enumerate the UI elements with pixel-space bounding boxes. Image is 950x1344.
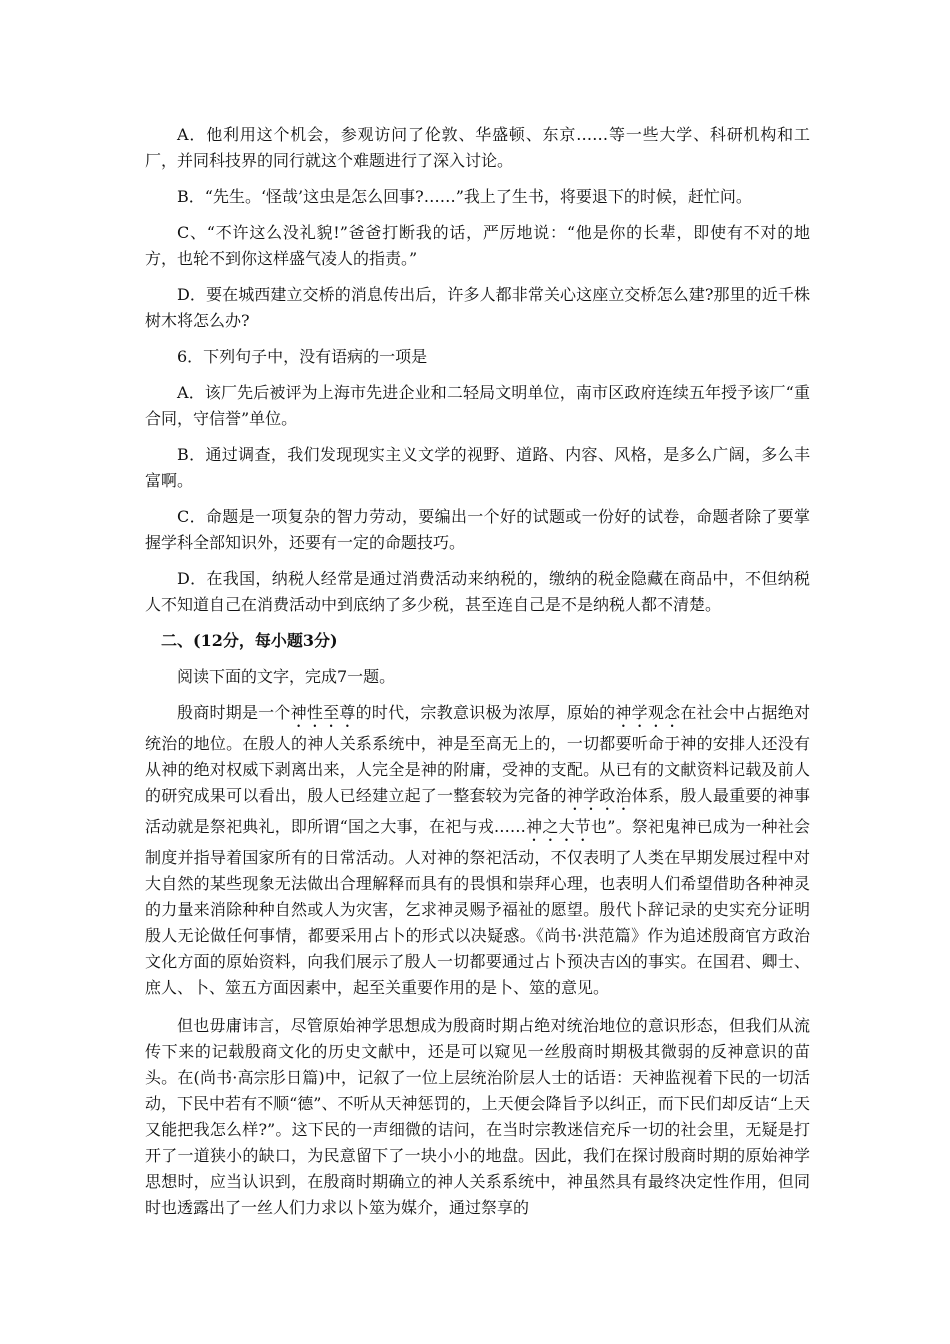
passage-text: 殷商时期是一个 [177,703,291,722]
q5-option-d: D．要在城西建立交桥的消息传出后，许多人都非常关心这座立交桥怎么建?那里的近千株树木将怎么办? [145,285,810,330]
section-2-heading: 二、(12分，每小题3分) [161,631,338,650]
reading-instruction: 阅读下面的文字，完成7一题。 [177,667,396,686]
passage-text: 在社会中占据绝对统治的地位。在殷人的神人关系系统中，神是至高无上的，一切都要听命于神的安排人还没有从神的绝对权威下剥离出来，人完全是神的附庸，受神的支配。从已有的文献资料记载及前人的研究成果可以看出，殷人已经建立起了一整套较为完备的 [145,703,810,805]
q5-option-a: A．他利用这个机会，参观访问了伦敦、华盛顿、东京……等一些大学、科研机构和工厂，并同科技界的同行就这个难题进行了深入讨论。 [145,125,810,170]
passage-text: 的时代，宗教意识极为浓厚，原始的 [355,703,616,722]
q5-option-c: C、“不许这么没礼貌!”爸爸打断我的话，严厉地说：“他是你的长辈，即使有不对的地方，也轮不到你这样盛气凌人的指责。” [145,223,810,268]
question-6-stem: 6．下列句子中，没有语病的一项是 [177,347,428,366]
q6-option-b: B．通过调查，我们发现现实主义文学的视野、道路、内容、风格，是多么广阔，多么丰富啊。 [145,445,810,490]
passage-text: 也”。祭祀鬼神已成为一种社会制度并指导着国家所有的日常活动。人对神的祭祀活动，不仅表明了人类在早期发展过程中对大自然的某些现象无法做出合理解释而具有的畏惧和崇拜心理，也表明人们希望借助各种神灵的力量来消除种种自然或人为灾害，乞求神灵赐予福祉的愿望。殷代卜辞记录的史实充分证明殷人无论做任何事情，都要采用占卜的形式以决疑惑。《尚书·洪范篇》作为追述殷商官方政治文化方面的原始资料，向我们展示了殷人一切都要通过占卜预决吉凶的事实。在国君、卿士、庶人、卜、筮五方面因素中，起至关重要作用的是卜、筮的意见。 [145,817,810,997]
emphasized-term: 神学政治 [566,786,632,805]
emphasized-term: 神学观念 [615,703,681,722]
page-content [145,122,810,1221]
q6-option-a: A．该厂先后被评为上海市先进企业和二轻局文明单位，南市区政府连续五年授予该厂“重合同，守信誉”单位。 [145,383,810,428]
emphasized-term: 神之大节 [525,817,591,836]
passage-paragraph-2: 但也毋庸讳言，尽管原始神学思想成为殷商时期占绝对统治地位的意识形态，但我们从流传下来的记载殷商文化的历史文献中，还是可以窥见一丝殷商时期极其微弱的反神意识的苗头。在(尚书·高宗肜日篇)中，记叙了一位上层统治阶层人士的话语：天神监视着下民的一切活动，下民中若有不顺“德”、不听从天神惩罚的，上天便会降旨予以纠正，而下民们却反诘“上天又能把我怎么样?”。这下民的一声细微的诘问，在当时宗教迷信充斥一切的社会里，无疑是打开了一道狭小的缺口，为民意留下了一块小小的地盘。因此，我们在探讨殷商时期的原始神学思想时，应当认识到，在殷商时期确立的神人关系系统中，神虽然具有最终决定性作用，但同时也透露出了一丝人们力求以卜筮为媒介，通过祭享的 [145,1016,810,1217]
emphasized-term: 神性至尊 [290,703,356,722]
passage-text: 体系，殷人最重要的神事活动就是祭祀典礼，即所谓“国之大事，在祀与戎…… [145,786,810,836]
q6-option-d: D．在我国，纳税人经常是通过消费活动来纳税的，缴纳的税金隐藏在商品中，不但纳税人不知道自己在消费活动中到底纳了多少税，甚至连自己是不是纳税人都不清楚。 [145,569,810,614]
q6-option-c: C．命题是一项复杂的智力劳动，要编出一个好的试题或一份好的试卷，命题者除了要掌握学科全部知识外，还要有一定的命题技巧。 [145,507,810,552]
q5-option-b: B．“先生。‘怪哉’这虫是怎么回事?……”我上了生书，将要退下的时候，赶忙问。 [177,187,752,206]
passage-paragraph-1 [145,700,810,1001]
